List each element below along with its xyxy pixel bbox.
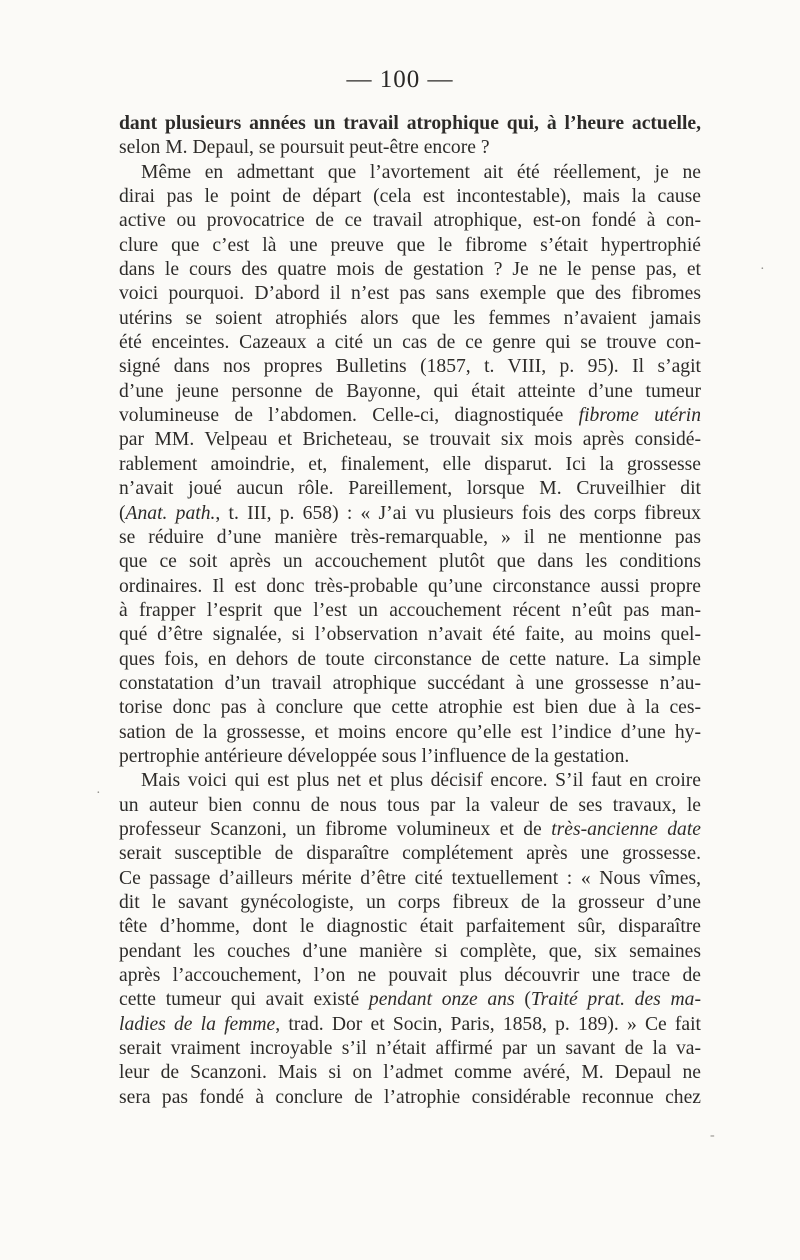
text-line [119,282,701,306]
paragraph [119,112,701,161]
text-line [119,404,701,428]
italic-text: très-ancienne date [551,818,701,840]
text-segment: ( [119,502,126,524]
text-line [119,453,701,477]
text-segment: volumineuse de l’abdomen. Celle-ci, diagnostiquée [119,405,579,427]
paragraph [119,769,701,1110]
text-segment: signé dans nos propres Bulletins (1857, t. VIII, p. 95). Il s’agit [119,356,701,378]
text-line [119,209,701,233]
text-line [119,258,701,282]
text-segment: active ou provocatrice de ce travail atrophique, est-on fondé à con- [119,210,701,232]
margin-speck: - [710,1128,715,1143]
text-line [119,769,701,793]
text-segment: clure que c’est là une preuve que le fibrome s’était hypertrophié [119,234,701,256]
text-line [119,745,701,769]
text-line [119,112,701,136]
margin-speck: · [760,262,765,277]
italic-text: pendant onze ans [368,989,515,1011]
text-segment: sera pas fondé à conclure de l’atrophie considérable reconnue chez [119,1086,701,1108]
text-line [119,575,701,599]
text-segment: voici pourquoi. D’abord il n’est pas sans exemple que des fibromes [119,283,701,305]
text-line [119,867,701,891]
text-line [119,380,701,404]
text-segment: pertrophie antérieure développée sous l’influence de la gestation. [119,745,630,767]
text-line [119,307,701,331]
text-segment: serait vraiment incroyable s’il n’était affirmé par un savant de la va- [119,1038,701,1060]
text-segment: dit le savant gynécologiste, un corps fibreux de la grosseur d’une [119,892,701,913]
text-line [119,234,701,258]
text-line [119,1061,701,1085]
text-segment: dans le cours des quatre mois de gestation ? Je ne le pense pas, et [119,259,701,281]
text-segment: Ce passage d’ailleurs mérite d’être cité textuellement : « Nous vîmes, [119,867,701,889]
text-segment: dirai pas le point de départ (cela est incontestable), mais la cause [119,186,701,208]
text-segment: constatation d’un travail atrophique succédant à une grossesse n’au- [119,672,701,694]
text-line [119,136,701,160]
text-line [119,1037,701,1061]
text-line [119,1013,701,1037]
text-line [119,696,701,720]
text-segment: serait susceptible de disparaître complétement après une grossesse. [119,843,701,865]
text-segment: Même en admettant que l’avortement ait été réellement, je ne [141,161,701,183]
body-text [119,112,701,1110]
paragraph [119,161,701,770]
text-segment: rablement amoindrie, et, finalement, elle disparut. Ici la grossesse [119,453,701,475]
text-line [119,599,701,623]
text-line [119,550,701,574]
italic-text: Traité prat. des ma- [530,989,701,1011]
text-segment: à frapper l’esprit que l’est un accouchement récent n’eût pas man- [119,599,701,621]
text-segment: pendant les couches d’une manière si complète, que, six semaines [119,940,701,962]
text-line [119,502,701,526]
text-line [119,1086,701,1110]
text-segment: Mais voici qui est plus net et plus décisif encore. S’il faut en croire [141,770,701,792]
text-segment: après l’accouchement, l’on ne pouvait plus découvrir une trace de [119,965,701,987]
text-line [119,526,701,550]
text-segment: ordinaires. Il est donc très-probable qu’une circonstance aussi propre [119,575,701,597]
text-segment: , trad. Dor et Socin, Paris, 1858, p. 189). » Ce fait [275,1013,702,1035]
italic-text: ladies de la femme [119,1013,276,1035]
text-segment: qué d’être signalée, si l’observation n’avait été faite, au moins quel- [119,624,701,646]
text-line [119,185,701,209]
text-line [119,940,701,964]
text-segment: que ce soit après un accouchement plutôt que dans les conditions [119,551,701,573]
page-number: — 100 — [346,66,454,93]
text-segment: utérins se soient atrophiés alors que les femmes n’avaient jamais [119,307,701,329]
text-segment: selon M. Depaul, se poursuit peut-être encore ? [119,137,490,159]
text-line [119,623,701,647]
text-line [119,648,701,672]
text-segment: , t. III, p. 658) : « J’ai vu plusieurs fois des corps fibreux [215,502,701,524]
text-line [119,891,701,915]
text-line [119,428,701,452]
text-segment: un auteur bien connu de nous tous par la valeur de ses travaux, le [119,794,701,816]
text-segment: dant plusieurs années un travail atrophique qui, à l’heure actuelle, [119,113,701,134]
text-line [119,964,701,988]
margin-speck: · [96,786,101,801]
italic-text: fibrome utérin [578,405,702,427]
italic-text: Anat. path. [125,502,216,524]
text-line [119,355,701,379]
text-line [119,818,701,842]
text-line [119,161,701,185]
text-line [119,915,701,939]
text-segment: tête d’homme, dont le diagnostic était parfaitement sûr, disparaître [119,916,701,938]
text-line [119,477,701,501]
text-segment: leur de Scanzoni. Mais si on l’admet comme avéré, M. Depaul ne [119,1062,701,1084]
text-segment: sation de la grossesse, et moins encore qu’elle est l’indice d’une hy- [119,721,701,743]
text-segment: ques fois, en dehors de toute circonstance de cette nature. La simple [119,648,701,670]
text-line [119,672,701,696]
text-line [119,988,701,1012]
text-segment: d’une jeune personne de Bayonne, qui était atteinte d’une tumeur [119,380,701,402]
text-segment: torise donc pas à conclure que cette atrophie est bien due à la ces- [119,697,701,719]
text-line [119,721,701,745]
text-segment: se réduire d’une manière très-remarquable, » il ne mentionne pas [119,526,701,548]
text-segment: ( [514,989,531,1011]
text-segment: cette tumeur qui avait existé [119,989,369,1011]
text-line [119,842,701,866]
text-segment: professeur Scanzoni, un fibrome volumineux et de [119,818,552,840]
text-line [119,331,701,355]
text-segment: n’avait joué aucun rôle. Pareillement, lorsque M. Cruveilhier dit [119,478,701,500]
text-segment: par MM. Velpeau et Bricheteau, se trouvait six mois après considé- [119,429,701,451]
text-segment: été enceintes. Cazeaux a cité un cas de ce genre qui se trouve con- [119,332,701,354]
text-line [119,794,701,818]
